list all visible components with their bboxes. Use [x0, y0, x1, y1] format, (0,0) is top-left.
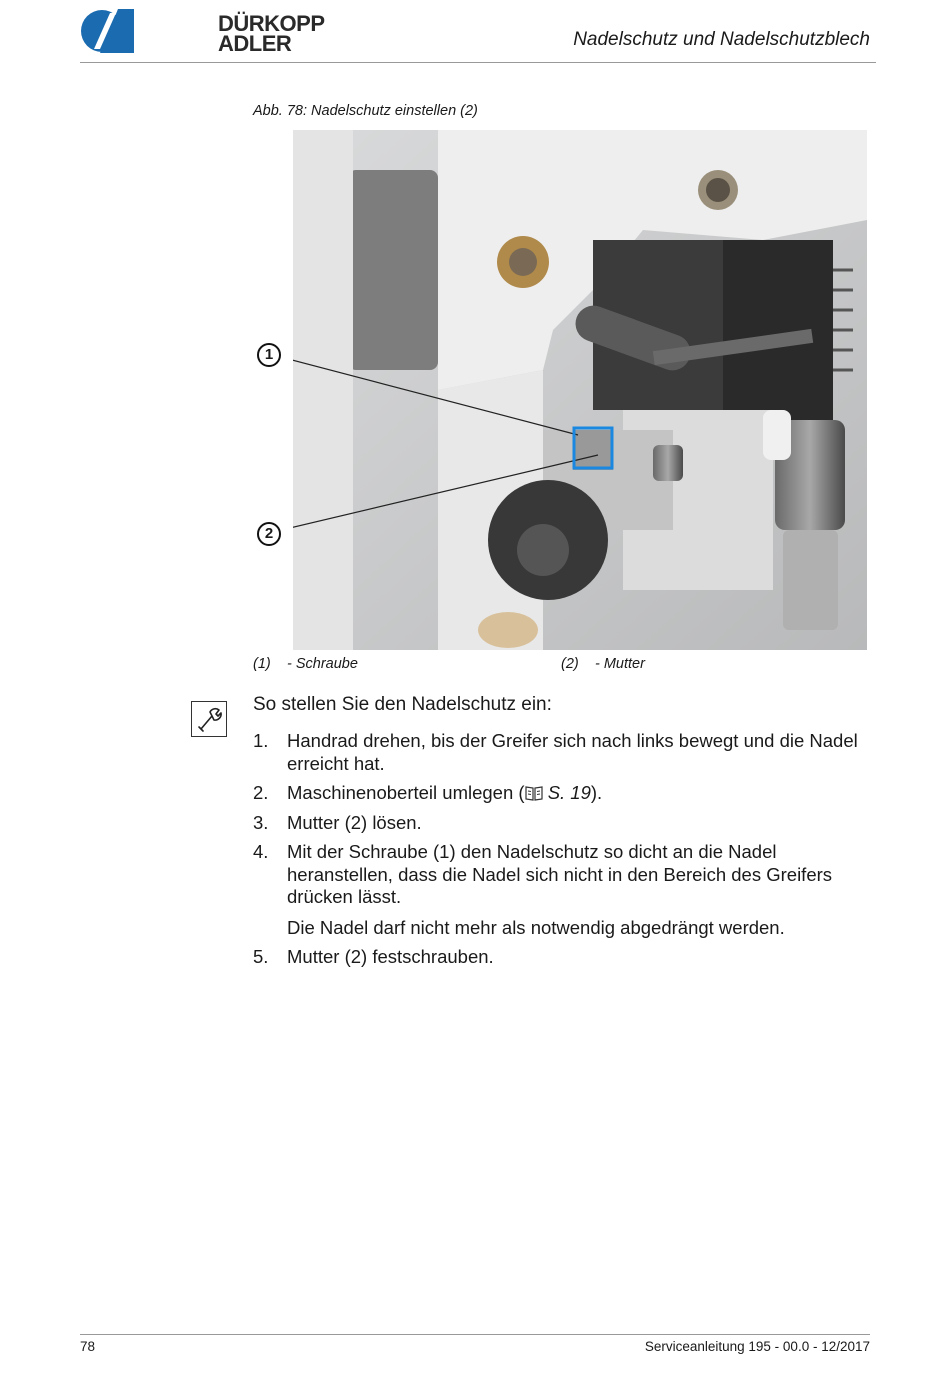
brand-name-line2: ADLER: [218, 31, 292, 56]
brand-name: [218, 11, 325, 56]
book-icon: [525, 785, 543, 801]
figure-caption: Abb. 78: Nadelschutz einstellen (2): [253, 103, 478, 119]
instruction-steps: [253, 730, 873, 976]
brand-logo: [80, 8, 325, 56]
step-number: 5.: [253, 946, 269, 967]
step-text: Handrad drehen, bis der Greifer sich nach links bewegt und die Nadel erreicht hat.: [287, 730, 858, 774]
legend-label: - Schraube: [287, 656, 358, 672]
step-text-end: ).: [590, 782, 603, 803]
logo-mark-icon: [80, 9, 134, 53]
callout-1: 1: [257, 343, 281, 367]
instruction-intro: So stellen Sie den Nadelschutz ein:: [253, 694, 552, 715]
step-text: Maschinenoberteil umlegen (: [287, 782, 525, 803]
wrench-icon: [191, 701, 227, 737]
callout-2: 2: [257, 522, 281, 546]
legend-label: - Mutter: [595, 656, 645, 672]
step-note: Die Nadel darf nicht mehr als notwendig abgedrängt werden.: [287, 916, 785, 938]
legend-item-1: [253, 656, 358, 672]
legend-num: (1): [253, 656, 271, 672]
brand-name-line1: DÜRKOPP: [218, 11, 325, 36]
step-text: Mutter (2) festschrauben.: [287, 946, 494, 967]
step-text: Mutter (2) lösen.: [287, 811, 422, 833]
step-text: Mit der Schraube (1) den Nadelschutz so dicht an die Nadel heranstellen, dass die Nadel sich nicht in den Bereich des Greifers drücken lässt.: [287, 841, 833, 907]
step-number: 2.: [253, 782, 269, 803]
page-reference-link[interactable]: S. 19: [547, 782, 591, 803]
step-5: [253, 946, 873, 969]
step-4: [253, 841, 873, 939]
step-2: [253, 782, 873, 805]
page-number: 78: [80, 1339, 96, 1354]
step-number: 1.: [253, 730, 269, 751]
step-1: [253, 730, 873, 775]
header-divider: [80, 62, 876, 63]
step-number: 3.: [253, 811, 269, 833]
document-info: Serviceanleitung 195 - 00.0 - 12/2017: [644, 1339, 870, 1354]
machine-photo: [293, 130, 867, 650]
step-number: 4.: [253, 841, 269, 862]
step-3: [253, 812, 873, 835]
page-header-title: Nadelschutz und Nadelschutzblech: [573, 29, 870, 50]
legend-num: (2): [561, 656, 579, 672]
footer-divider: [80, 1334, 870, 1335]
legend-item-2: [561, 656, 645, 672]
